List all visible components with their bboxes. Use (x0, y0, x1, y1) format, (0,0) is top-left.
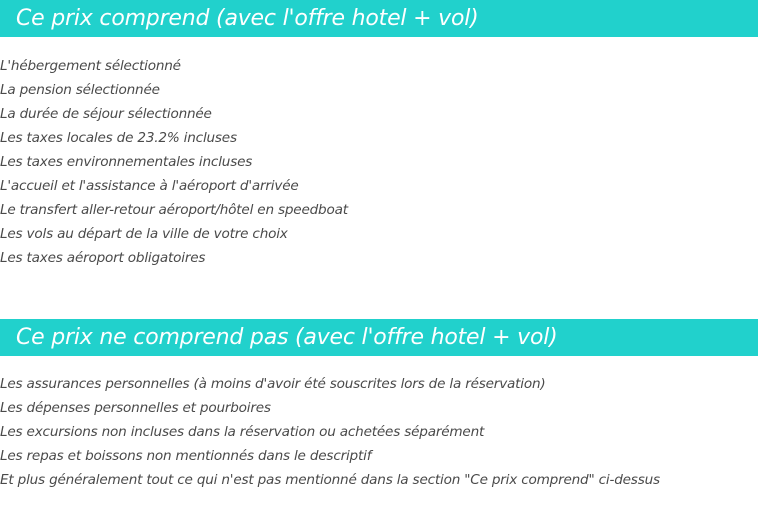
included-section-title: Ce prix comprend (avec l'offre hotel + vol) (0, 0, 758, 37)
included-item: Le transfert aller-retour aéroport/hôtel en speedboat (0, 202, 348, 218)
included-item: Les taxes environnementales incluses (0, 154, 253, 170)
included-item: L'hébergement sélectionné (0, 58, 181, 74)
included-item: La pension sélectionnée (0, 82, 160, 98)
excluded-item: Les excursions non incluses dans la réservation ou achetées séparément (0, 424, 485, 440)
included-item: Les vols au départ de la ville de votre choix (0, 226, 288, 242)
included-items-list (0, 54, 758, 270)
excluded-items-list (0, 372, 758, 492)
excluded-item: Les assurances personnelles (à moins d'avoir été souscrites lors de la réservation) (0, 376, 546, 392)
included-item: La durée de séjour sélectionnée (0, 106, 212, 122)
included-item: Les taxes locales de 23.2% incluses (0, 130, 237, 146)
excluded-item: Les repas et boissons non mentionnés dans le descriptif (0, 448, 372, 464)
excluded-section-title: Ce prix ne comprend pas (avec l'offre hotel + vol) (0, 319, 758, 356)
included-item: Les taxes aéroport obligatoires (0, 250, 206, 266)
excluded-item: Les dépenses personnelles et pourboires (0, 400, 271, 416)
included-item: L'accueil et l'assistance à l'aéroport d'arrivée (0, 178, 299, 194)
excluded-item: Et plus généralement tout ce qui n'est pas mentionné dans la section "Ce prix comprend" ci-dessus (0, 472, 660, 488)
